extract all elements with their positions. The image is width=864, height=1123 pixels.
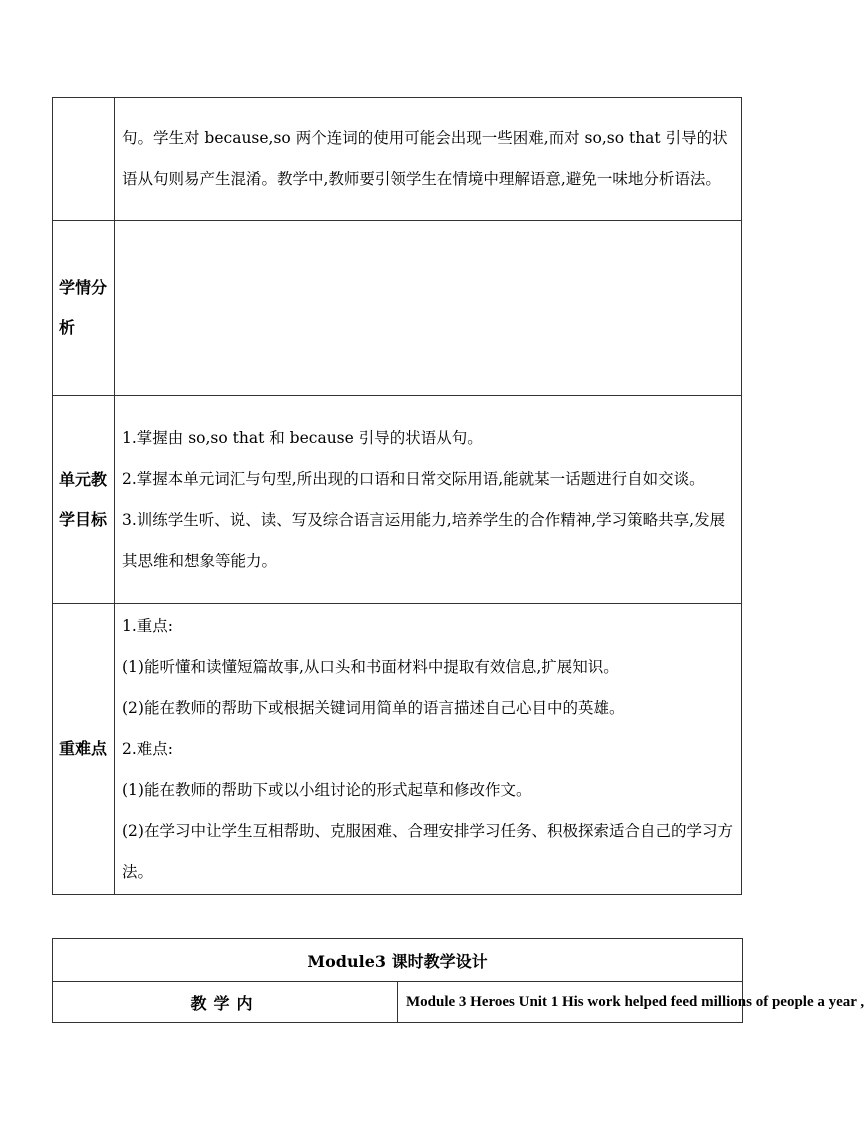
- analysis-label: 学情分析: [53, 221, 115, 396]
- analysis-row: [53, 221, 742, 396]
- goals-label: 单元教学目标: [53, 396, 115, 604]
- lesson-design-title: Module3 课时教学设计: [53, 939, 743, 982]
- key-points-label: 重难点: [53, 604, 115, 895]
- intro-text: 句。学生对 because,so 两个连词的使用可能会出现一些困难,而对 so,so that 引导的状语从句则易产生混淆。教学中,教师要引领学生在情境中理解语意,避免一味地分析语法。: [122, 129, 728, 188]
- key-point-item: 2.难点:: [122, 739, 174, 758]
- goal-item: 2.掌握本单元词汇与句型,所出现的口语和日常交际用语,能就某一话题进行自如交谈。: [122, 469, 705, 488]
- goal-item: 1.掌握由 so,so that 和 because 引导的状语从句。: [122, 428, 483, 447]
- key-point-item: (2)能在教师的帮助下或根据关键词用简单的语言描述自己心目中的英雄。: [122, 698, 625, 717]
- intro-label-cell: [53, 98, 115, 221]
- key-point-item: (1)能听懂和读懂短篇故事,从口头和书面材料中提取有效信息,扩展知识。: [122, 657, 619, 676]
- teaching-content-value: Module 3 Heroes Unit 1 His work helped feed millions of people a year ,: [398, 982, 743, 1023]
- lesson-design-table: [52, 938, 864, 1023]
- analysis-text: [115, 221, 742, 396]
- unit-plan-table: [52, 97, 742, 895]
- goals-row: [53, 396, 742, 604]
- goal-item: 3.训练学生听、说、读、写及综合语言运用能力,培养学生的合作精神,学习策略共享,发展其思维和想象等能力。: [122, 510, 726, 570]
- key-point-item: 1.重点:: [122, 616, 174, 635]
- goals-list: [115, 396, 742, 604]
- intro-row: [53, 98, 742, 221]
- intro-text-cell: [115, 98, 742, 221]
- key-point-item: (2)在学习中让学生互相帮助、克服困难、合理安排学习任务、积极探索适合自己的学习方法。: [122, 821, 733, 881]
- lesson-design-title-row: [53, 939, 743, 982]
- key-point-item: (1)能在教师的帮助下或以小组讨论的形式起草和修改作文。: [122, 780, 532, 799]
- key-points-row: [53, 604, 742, 895]
- teaching-content-row: [53, 982, 743, 1023]
- teaching-content-label: 教学内: [53, 982, 398, 1023]
- key-points-list: [115, 604, 742, 895]
